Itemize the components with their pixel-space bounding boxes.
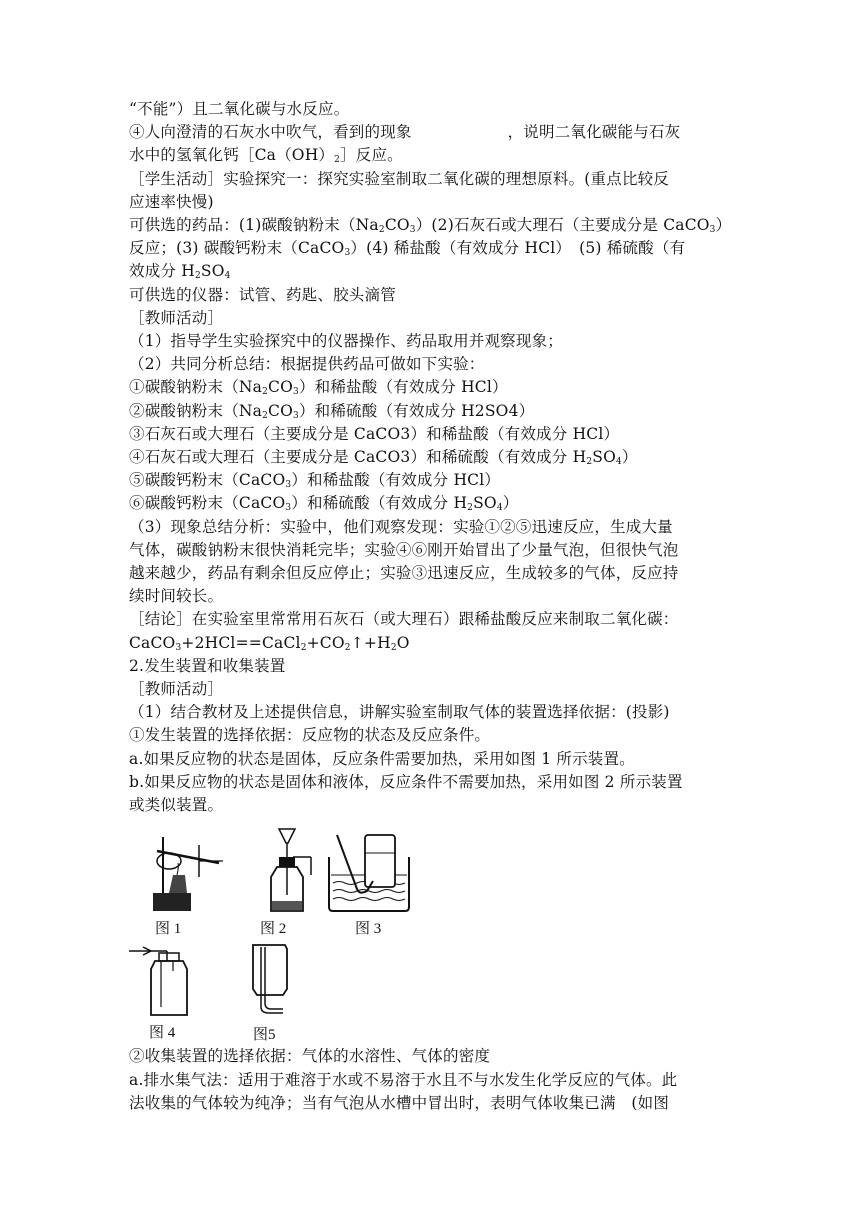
paragraph-line: 水中的氢氧化钙$[Ca(OH)_2]$反应。 [129,146,403,166]
paragraph-line: （2）共同分析总结：根据提供药品可做如下实验： [129,355,485,374]
gas-bottle-figure [129,945,193,1017]
paragraph-line: 越来越少，药品有剩余但反应停止；实验③迅速反应，生成较多的气体，反应持 [129,564,679,583]
paragraph-line: 法收集的气体较为纯净；当有气泡从水槽中冒出时，表明气体收集已满 (如图 [129,1093,670,1112]
paragraph-line: ［教师活动］ [129,680,224,699]
apparatus-figures [129,827,733,1045]
paragraph-line: a.如果反应物的状态是固体，反应条件需要加热，采用如图 1 所示装置。 [129,749,635,768]
paragraph-line: ②收集装置的选择依据：气体的水溶性、气体的密度 [129,1047,491,1066]
paragraph-line: 续时间较长。 [129,587,224,606]
paragraph-line: （3）现象总结分析：实验中，他们观察发现：实验①②⑤迅速反应，生成大量 [129,517,673,536]
paragraph-line: 效成分 $H_2SO_4$ [129,262,231,282]
paragraph-line: ［教师活动］ [129,308,224,327]
paragraph-line: ④石灰石或大理石（主要成分是 CaCO3）和稀硫酸（有效成分 $H_2SO_4$） [129,448,638,468]
paragraph-line: ［结论］在实验室里常常用石灰石（或大理石）跟稀盐酸反应来制取二氧化碳： [129,610,679,629]
paragraph-line: （1）指导学生实验探究中的仪器操作、药品取用并观察现象； [129,332,563,351]
paragraph-line: ①碳酸钠粉末$(Na_2CO_3)$和稀盐酸（有效成分 HCl） [129,378,508,398]
paragraph-line: ［学生活动］实验探究一：探究实验室制取二氧化碳的理想原料。(重点比较反 [129,169,670,188]
paragraph-line: a.排水集气法：适用于难溶于水或不易溶于水且不与水发生化学反应的气体。此 [129,1070,678,1089]
paragraph-line: ⑥碳酸钙粉末（CaCO$_3$）和稀硫酸（有效成分 $H_2SO_4$） [129,494,519,514]
paragraph-line: 反应；(3) 碳酸钙粉末（CaCO$_3$）(4) 稀盐酸（有效成分 HCl） (5) 稀硫酸（有 [129,239,686,259]
heating-apparatus-figure [147,831,227,913]
paragraph-line: ④人向澄清的石灰水中吹气，看到的现象 ，说明二氧化碳能与石灰 [129,123,681,142]
inverted-bottle-figure [243,943,295,1019]
paragraph-line: “不能”）且二氧化碳与水反应。 [129,100,350,118]
paragraph-line: 应速率快慢) [129,192,214,211]
paragraph-line: ②碳酸钠粉末$(Na_2CO_3)$和稀硫酸（有效成分 H2SO4） [129,401,535,421]
figure-caption: 图 1 [155,921,182,938]
figure-caption: 图 4 [149,1025,176,1042]
paragraph-line: ⑤碳酸钙粉末（CaCO$_3$）和稀盐酸（有效成分 HCl） [129,471,501,491]
paragraph-line: ③石灰石或大理石（主要成分是 CaCO3）和稀盐酸（有效成分 HCl） [129,424,620,443]
water-displacement-figure [327,829,411,913]
section-heading: 2.发生装置和收集装置 [129,656,286,675]
document-page [129,98,733,1115]
figure-caption: 图5 [253,1027,276,1044]
figure-caption: 图 3 [355,921,382,938]
gas-generation-flask-figure [257,827,317,913]
paragraph-line: 或类似装置。 [129,796,224,815]
equation-line: $CaCO_3+2HCl==CaCl_2+CO_2↑+H_2O$ [129,633,410,653]
paragraph-line: ①发生装置的选择依据：反应物的状态及反应条件。 [129,726,491,745]
paragraph-line: 气体，碳酸钠粉末很快消耗完毕；实验④⑥刚开始冒出了少量气泡，但很快气泡 [129,540,679,559]
paragraph-line: b.如果反应物的状态是固体和液体，反应条件不需要加热，采用如图 2 所示装置 [129,772,683,791]
paragraph-line: （1）结合教材及上述提供信息，讲解实验室制取气体的装置选择依据：(投影) [129,703,670,722]
paragraph-line: 可供选的仪器：试管、药匙、胶头滴管 [129,285,396,304]
figure-caption: 图 2 [260,921,287,938]
paragraph-line: 可供选的药品：(1)碳酸钠粉末$(Na_2CO_3)(2)$石灰石或大理石（主要成分是 CaCO$_3$） [129,216,732,236]
